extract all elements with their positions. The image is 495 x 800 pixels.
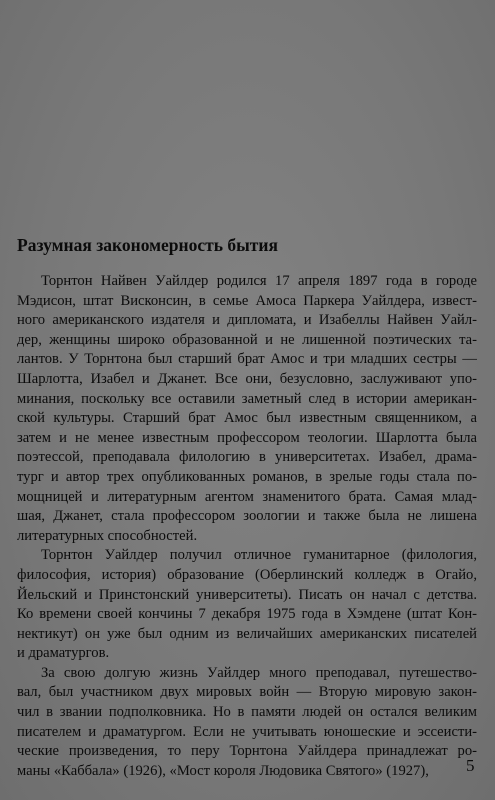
paragraph bbox=[17, 272, 477, 546]
text-line: Шарлотта, Изабел и Джанет. Все они, безусловно, заслуживают упо- bbox=[17, 370, 477, 387]
text-line: Мэдисон, штат Висконсин, в семье Амоса Паркера Уайлдера, извест- bbox=[17, 292, 477, 309]
text-line: вал, был участником двух мировых войн — Вторую мировую закон- bbox=[17, 684, 477, 701]
text-line: литературных способностей. bbox=[17, 527, 198, 544]
text-line: ного американского издателя и дипломата, и Изабеллы Найвен Уайл- bbox=[17, 312, 477, 329]
text-line: и драматургов. bbox=[17, 645, 110, 662]
text-line: затем и не менее известным профессором теологии. Шарлотта была bbox=[17, 429, 477, 446]
text-line: Торнтон Уайлдер получил отличное гуманитарное (филология, bbox=[41, 547, 477, 564]
paragraph bbox=[17, 664, 477, 782]
text-line: мощницей и литературным агентом знаменитого брата. Самая млад- bbox=[17, 488, 477, 505]
text-line: маны «Каббала» (1926), «Мост короля Людовика Святого» (1927), bbox=[17, 762, 429, 779]
page-number: 5 bbox=[466, 756, 475, 775]
text-line: Торнтон Найвен Уайлдер родился 17 апреля 1897 года в городе bbox=[41, 273, 477, 289]
text-line: ческие произведения, то перу Торнтона Уайлдера принадлежат ро- bbox=[17, 743, 477, 760]
text-line: Йельский и Принстонский университеты). Писать он начал с детства. bbox=[17, 586, 477, 603]
text-line: писателем и драматургом. Если не учитывать юношеские и эссеисти- bbox=[17, 723, 477, 740]
text-line: лантов. У Торнтона был старший брат Амос и три младших сестры — bbox=[17, 351, 477, 368]
text-line: Ко времени своей кончины 7 декабря 1975 года в Хэмдене (штат Кон- bbox=[17, 606, 477, 623]
text-line: нектикут) он уже был одним из величайших американских писателей bbox=[17, 625, 477, 642]
text-line: шая, Джанет, стала профессором зоологии и также была не лишена bbox=[17, 508, 477, 525]
body-text bbox=[17, 272, 477, 781]
paragraph bbox=[17, 546, 477, 664]
text-line: философия, история) образование (Оберлинский колледж в Огайо, bbox=[17, 566, 477, 583]
text-line: чил в звании подполковника. Но в памяти людей он остался великим bbox=[17, 704, 477, 721]
text-line: За свою долгую жизнь Уайлдер много преподавал, путешество- bbox=[41, 664, 477, 681]
text-line: минания, поскольку все оставили заметный след в истории американ- bbox=[17, 390, 477, 407]
text-line: поэтессой, преподавала филологию в университетах. Изабел, драма- bbox=[17, 449, 477, 466]
text-line: тург и автор трех опубликованных романов, в зрелые годы стала по- bbox=[17, 468, 477, 485]
text-line: дер, женщины широко образованной и не лишенной поэтических та- bbox=[17, 331, 477, 348]
section-heading: Разумная закономерность бытия bbox=[17, 235, 278, 255]
text-line: ской культуры. Старший брат Амос был известным священником, а bbox=[17, 410, 477, 427]
